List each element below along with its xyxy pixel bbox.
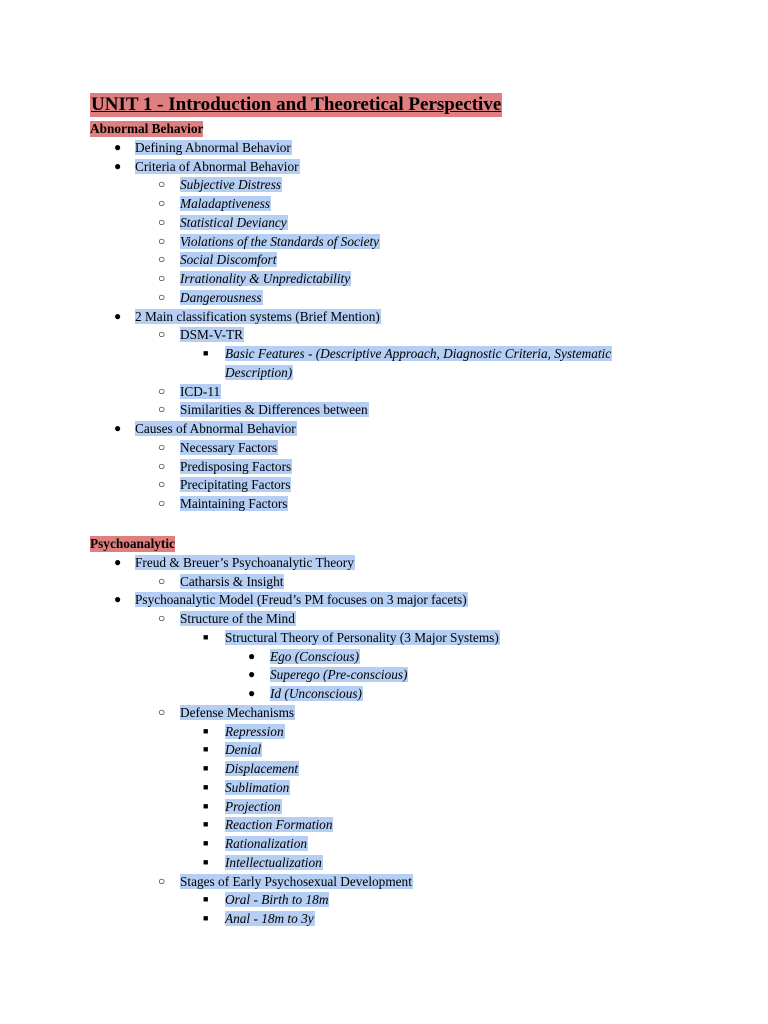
list-bullet-icon: ○	[158, 458, 166, 473]
list-item-text: Freud & Breuer’s Psychoanalytic Theory	[135, 554, 354, 570]
list-bullet-icon: ●	[114, 139, 122, 154]
list-item	[180, 270, 351, 287]
list-item-text: Structural Theory of Personality (3 Major Systems)	[225, 629, 499, 645]
list-item-text: Necessary Factors	[180, 439, 278, 455]
section-heading: Abnormal Behavior	[90, 121, 204, 136]
list-bullet-icon: ●	[114, 158, 122, 173]
list-bullet-icon: ●	[114, 421, 122, 435]
list-item-text: Maladaptiveness	[180, 196, 271, 211]
list-bullet-icon: ○	[158, 873, 166, 888]
list-bullet-icon: ○	[158, 439, 166, 454]
list-item-text: Predisposing Factors	[180, 458, 292, 474]
list-item-text: Precipitating Factors	[180, 477, 291, 493]
list-item-text: Subjective Distress	[180, 177, 282, 193]
list-bullet-icon: ■	[203, 819, 209, 830]
list-bullet-icon: ■	[203, 913, 209, 923]
list-bullet-icon: ○	[158, 402, 166, 417]
list-item	[225, 741, 262, 758]
list-item	[180, 401, 369, 418]
list-item	[180, 458, 292, 475]
list-item-text: Causes of Abnormal Behavior	[135, 421, 296, 436]
list-item-text: Similarities & Differences between	[180, 402, 368, 418]
list-bullet-icon: ●	[114, 554, 122, 569]
list-bullet-icon: ■	[203, 348, 209, 358]
list-item	[180, 326, 244, 343]
list-item	[225, 723, 285, 740]
list-item	[225, 910, 315, 927]
list-item	[135, 591, 468, 608]
list-item-text: Catharsis & Insight	[180, 573, 284, 589]
list-item	[135, 554, 355, 571]
list-item-text: Ego (Conscious)	[270, 648, 360, 664]
list-item	[180, 573, 284, 590]
list-item	[180, 439, 278, 456]
list-bullet-icon: ○	[158, 477, 166, 492]
list-item-text: Social Discomfort	[180, 252, 277, 268]
list-item-text: Superego (Pre-conscious)	[270, 667, 408, 683]
list-bullet-icon: ●	[248, 648, 256, 663]
list-bullet-icon: ○	[158, 289, 166, 304]
list-bullet-icon: ○	[158, 704, 166, 719]
list-item-text: ICD-11	[180, 383, 221, 399]
list-bullet-icon: ○	[158, 252, 166, 267]
page-title: UNIT 1 - Introduction and Theoretical Perspective	[91, 94, 502, 115]
list-item	[180, 289, 263, 306]
list-bullet-icon: ○	[158, 214, 166, 229]
list-item-text: Description)	[225, 364, 293, 380]
list-item	[135, 158, 300, 175]
list-item	[135, 308, 381, 325]
list-bullet-icon: ○	[158, 611, 166, 625]
list-item-text: Violations of the Standards of Society	[180, 233, 380, 249]
list-bullet-icon: ○	[158, 177, 166, 192]
list-bullet-icon: ■	[203, 763, 209, 773]
section-heading: Psychoanalytic	[90, 536, 175, 551]
list-item	[180, 495, 288, 512]
list-bullet-icon: ■	[203, 725, 209, 736]
list-item	[225, 629, 500, 646]
list-bullet-icon: ●	[114, 308, 122, 323]
list-item	[225, 345, 612, 362]
list-item-text: 2 Main classification systems (Brief Mention)	[135, 308, 380, 324]
list-item-text: Projection	[225, 798, 281, 814]
list-bullet-icon: ○	[158, 383, 166, 398]
list-item	[180, 233, 380, 250]
list-item-text: Repression	[225, 723, 284, 739]
list-item-text: Id (Unconscious)	[270, 686, 362, 701]
list-item-text: Defining Abnormal Behavior	[135, 139, 291, 155]
list-bullet-icon: ○	[158, 327, 166, 342]
list-item-text: Defense Mechanisms	[180, 704, 295, 720]
list-item	[225, 760, 299, 777]
list-bullet-icon: ■	[203, 744, 209, 755]
list-item-text: Maintaining Factors	[180, 496, 288, 511]
list-item	[225, 798, 282, 815]
list-item	[225, 816, 333, 833]
list-item	[180, 251, 277, 268]
list-item	[180, 195, 271, 212]
list-item-text: Denial	[225, 742, 262, 758]
list-item	[180, 704, 295, 721]
list-item	[180, 383, 221, 400]
list-item	[180, 176, 282, 193]
list-item-text: DSM-V-TR	[180, 327, 244, 343]
list-item	[180, 476, 291, 493]
list-bullet-icon: ●	[248, 667, 256, 682]
list-item-text: Displacement	[225, 761, 299, 776]
list-bullet-icon: ■	[203, 838, 209, 848]
list-item	[270, 666, 408, 683]
list-item-text: Basic Features - (Descriptive Approach, Diagnostic Criteria, Systematic	[225, 346, 612, 361]
list-item-text: Intellectualization	[225, 854, 322, 870]
list-bullet-icon: ○	[158, 496, 166, 510]
list-bullet-icon: ■	[203, 894, 209, 905]
list-bullet-icon: ■	[203, 781, 209, 792]
list-item-text: Irrationality & Unpredictability	[180, 271, 351, 286]
list-item	[135, 139, 292, 156]
list-bullet-icon: ○	[158, 573, 166, 588]
list-bullet-icon: ■	[203, 800, 209, 811]
list-item-text: Psychoanalytic Model (Freud’s PM focuses on 3 major facets)	[135, 592, 467, 608]
list-item	[225, 854, 323, 871]
list-item	[270, 648, 360, 665]
list-item-text: Structure of the Mind	[180, 611, 295, 626]
list-item-text: Dangerousness	[180, 289, 262, 305]
list-bullet-icon: ■	[203, 631, 209, 642]
list-item-text: Sublimation	[225, 779, 290, 795]
list-bullet-icon: ○	[158, 196, 166, 210]
list-item	[225, 779, 290, 796]
list-item-text: Stages of Early Psychosexual Development	[180, 873, 412, 889]
list-item-text: Rationalization	[225, 836, 308, 851]
list-item-text: Statistical Deviancy	[180, 214, 287, 230]
list-item	[270, 685, 363, 702]
list-bullet-icon: ○	[158, 271, 166, 285]
list-bullet-icon: ●	[248, 686, 256, 700]
list-bullet-icon: ■	[203, 856, 209, 867]
list-item	[180, 873, 413, 890]
list-item	[225, 835, 308, 852]
list-item-text: Oral - Birth to 18m	[225, 892, 329, 908]
list-item	[225, 891, 329, 908]
list-bullet-icon: ○	[158, 233, 166, 248]
list-item	[180, 214, 288, 231]
list-item	[135, 420, 297, 437]
list-item-text: Criteria of Abnormal Behavior	[135, 158, 299, 174]
list-item	[225, 364, 293, 381]
list-item-text: Anal - 18m to 3y	[225, 911, 314, 926]
list-item-text: Reaction Formation	[225, 817, 333, 833]
list-bullet-icon: ●	[114, 592, 122, 607]
list-item	[180, 610, 296, 627]
